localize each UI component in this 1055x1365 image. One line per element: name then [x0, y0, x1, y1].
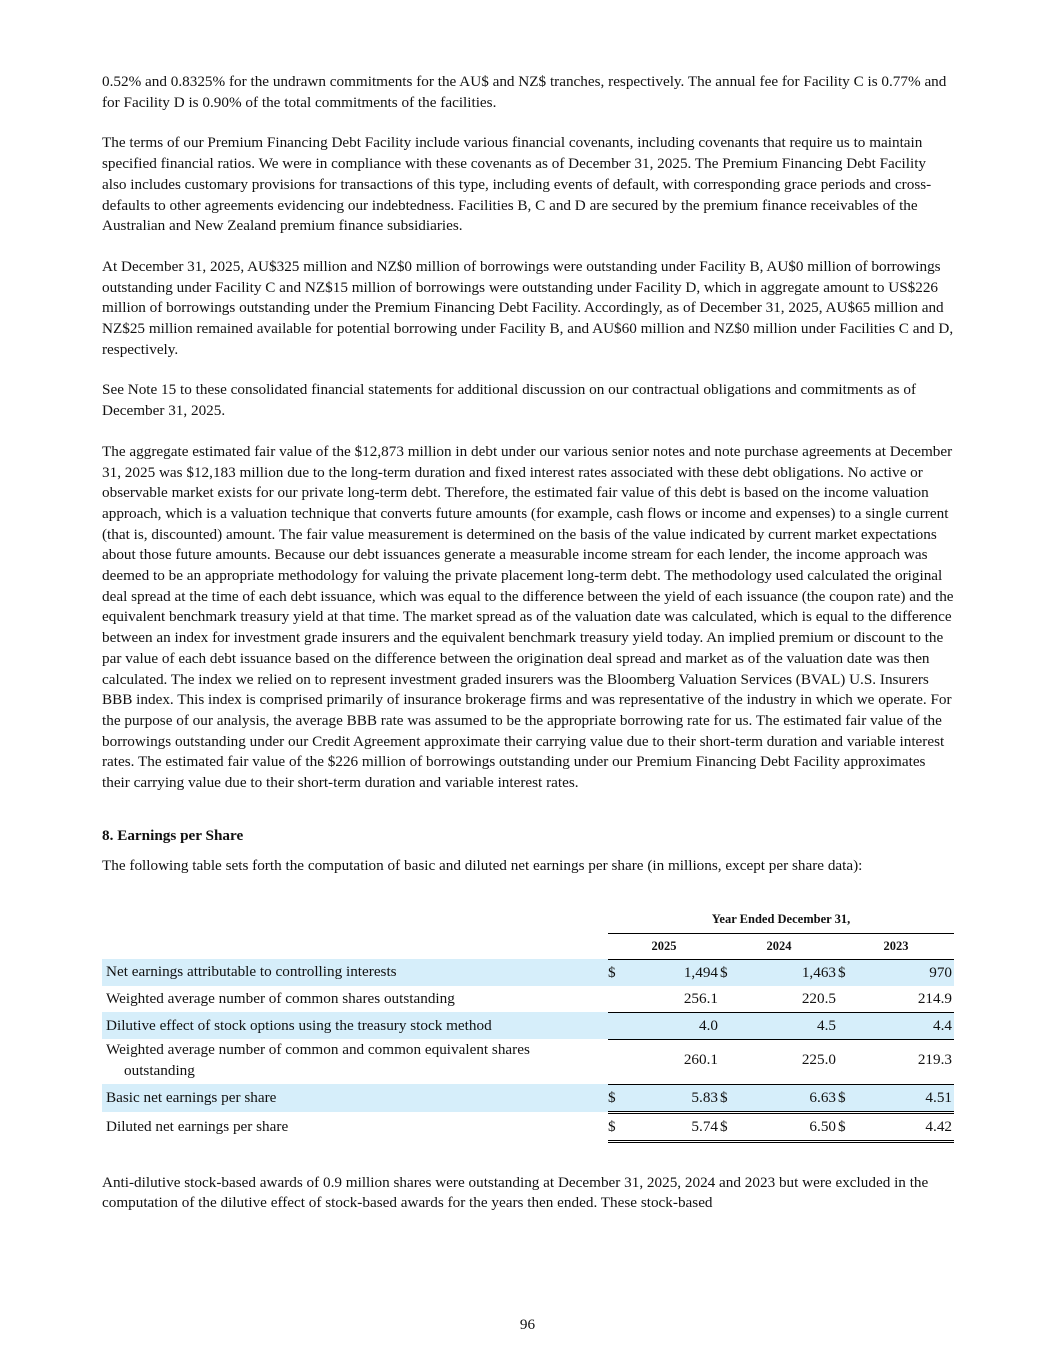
row-label: Diluted net earnings per share: [106, 1117, 289, 1135]
row-label: [102, 1039, 608, 1084]
dollar-sign: $: [720, 1112, 742, 1141]
dollar-sign: $: [608, 1084, 630, 1112]
row-label: Weighted average number of common shares outstanding: [106, 989, 455, 1007]
document-page: [102, 72, 954, 1234]
cell-value: 4.5: [742, 1012, 838, 1039]
row-label: Dilutive effect of stock options using the treasury stock method: [102, 1012, 608, 1039]
earnings-per-share-table: [102, 907, 954, 1143]
dollar-sign: $: [838, 959, 860, 986]
table-row: [102, 986, 954, 1013]
paragraph-fair-value: The aggregate estimated fair value of the $12,873 million in debt under our various senior notes and note purchase agreements at December 31, 2025 was $12,183 million due to the long-term duration and fixed interest rates associated with these debt obligations. No active or observable market exists for our private long-term debt. Therefore, the estimated fair value of this debt is based on the income valuation approach, which is a valuation technique that converts future amounts (for example, cash flows or income and expenses) to a single current (that is, discounted) amount. The fair value measurement is determined on the basis of the value indicated by current market expectations about those future amounts. Because our debt issuances generate a measurable income stream for each lender, the income approach was deemed to be an appropriate methodology for valuing the private placement long-term debt. The methodology used calculated the original deal spread at the time of each debt issuance, which was equal to the difference between the yield of each issuance (the coupon rate) and the equivalent benchmark treasury yield at that time. The market spread as of the valuation date was calculated, which is equal to the difference between an index for investment grade insurers and the equivalent benchmark treasury yield today. An implied premium or discount to the par value of each debt issuance based on the difference between the origination deal spread and market as of the valuation date was then calculated. The index we relied on to represent investment graded insurers was the Bloomberg Valuation Services (BVAL) U.S. Insurers BBB index. This index is comprised primarily of insurance brokerage firms and was representative of the industry in which we operate. For the purpose of our analysis, the average BBB rate was assumed to be the appropriate borrowing rate for us. The estimated fair value of the borrowings outstanding under our Credit Agreement approximate their carrying value due to their short-term duration and variable interest rates. The estimated fair value of the $226 million of borrowings outstanding under our Premium Financing Debt Facility approximates their carrying value due to their short-term duration and variable interest rates.: [102, 442, 954, 792]
cell-value: 4.4: [860, 1012, 954, 1039]
section-intro: The following table sets forth the computation of basic and diluted net earnings per share (in millions, except per share data):: [102, 856, 863, 874]
table-row: [102, 1084, 954, 1112]
table-row: [102, 1112, 954, 1141]
cell-value: 6.63: [742, 1084, 838, 1112]
year-header-2023: 2023: [838, 933, 954, 959]
dollar-sign: $: [608, 1112, 630, 1141]
year-header-2024: 2024: [720, 933, 838, 959]
cell-value: 1,494: [630, 959, 720, 986]
table-row: [102, 959, 954, 986]
paragraph-facility-fees: 0.52% and 0.8325% for the undrawn commitments for the AU$ and NZ$ tranches, respectively. The annual fee for Facility C is 0.77% and for Facility D is 0.90% of the total commitments of the facilities.: [102, 73, 947, 111]
cell-value: 4.51: [860, 1084, 954, 1112]
paragraph-anti-dilutive: Anti-dilutive stock-based awards of 0.9 million shares were outstanding at December 31, 2025, 2024 and 2023 but were excluded in the computation of the dilutive effect of stock-based awards for the years then ended. These stock-based: [102, 1173, 929, 1212]
dollar-sign: $: [838, 1112, 860, 1141]
row-label-line1: Weighted average number of common and common equivalent shares: [106, 1041, 530, 1058]
paragraph-covenants: The terms of our Premium Financing Debt Facility include various financial covenants, including covenants that require us to maintain specified financial ratios. We were in compliance with these covenants as of December 31, 2025. The Premium Financing Debt Facility also includes customary provisions for transactions of this type, including events of default, with corresponding grace periods and cross-defaults to other agreements evidencing our indebtedness. Facilities B, C and D are secured by the premium finance receivables of the Australian and New Zealand premium finance subsidiaries.: [102, 134, 932, 235]
cell-value: 214.9: [860, 986, 954, 1013]
table-group-header: Year Ended December 31,: [608, 907, 954, 934]
paragraph-note-reference: See Note 15 to these consolidated financial statements for additional discussion on our contractual obligations and commitments as of December 31, 2025.: [102, 381, 917, 420]
cell-value: 219.3: [860, 1039, 954, 1084]
cell-value: 256.1: [630, 986, 720, 1013]
cell-value: 1,463: [742, 959, 838, 986]
dollar-sign: $: [608, 959, 630, 986]
cell-value: 6.50: [742, 1112, 838, 1141]
table-row: [102, 1012, 954, 1039]
cell-value: 5.74: [630, 1112, 720, 1141]
cell-value: 4.0: [630, 1012, 720, 1039]
paragraph-borrowings: At December 31, 2025, AU$325 million and NZ$0 million of borrowings were outstanding under Facility B, AU$0 million of borrowings outstanding under Facility C and NZ$15 million of borrowings were outstanding under Facility D, which in aggregate amount to US$226 million of borrowings outstanding under the Premium Financing Debt Facility. Accordingly, as of December 31, 2025, AU$65 million and NZ$25 million remained available for potential borrowing under Facility B, and AU$60 million and NZ$0 million under Facilities C and D, respectively.: [102, 257, 954, 358]
dollar-sign: $: [720, 1084, 742, 1112]
cell-value: 970: [860, 959, 954, 986]
cell-value: 260.1: [630, 1039, 720, 1084]
cell-value: 225.0: [742, 1039, 838, 1084]
table-row: [102, 1039, 954, 1084]
cell-value: 4.42: [860, 1112, 954, 1141]
row-label: Basic net earnings per share: [102, 1084, 608, 1112]
cell-value: 220.5: [742, 986, 838, 1013]
dollar-sign: $: [838, 1084, 860, 1112]
cell-value: 5.83: [630, 1084, 720, 1112]
row-label: Net earnings attributable to controlling interests: [102, 959, 608, 986]
page-number: 96: [519, 1316, 536, 1333]
section-heading: 8. Earnings per Share: [102, 826, 244, 844]
row-label-line2: outstanding: [124, 1062, 195, 1079]
dollar-sign: $: [720, 959, 742, 986]
year-header-2025: 2025: [608, 933, 720, 959]
